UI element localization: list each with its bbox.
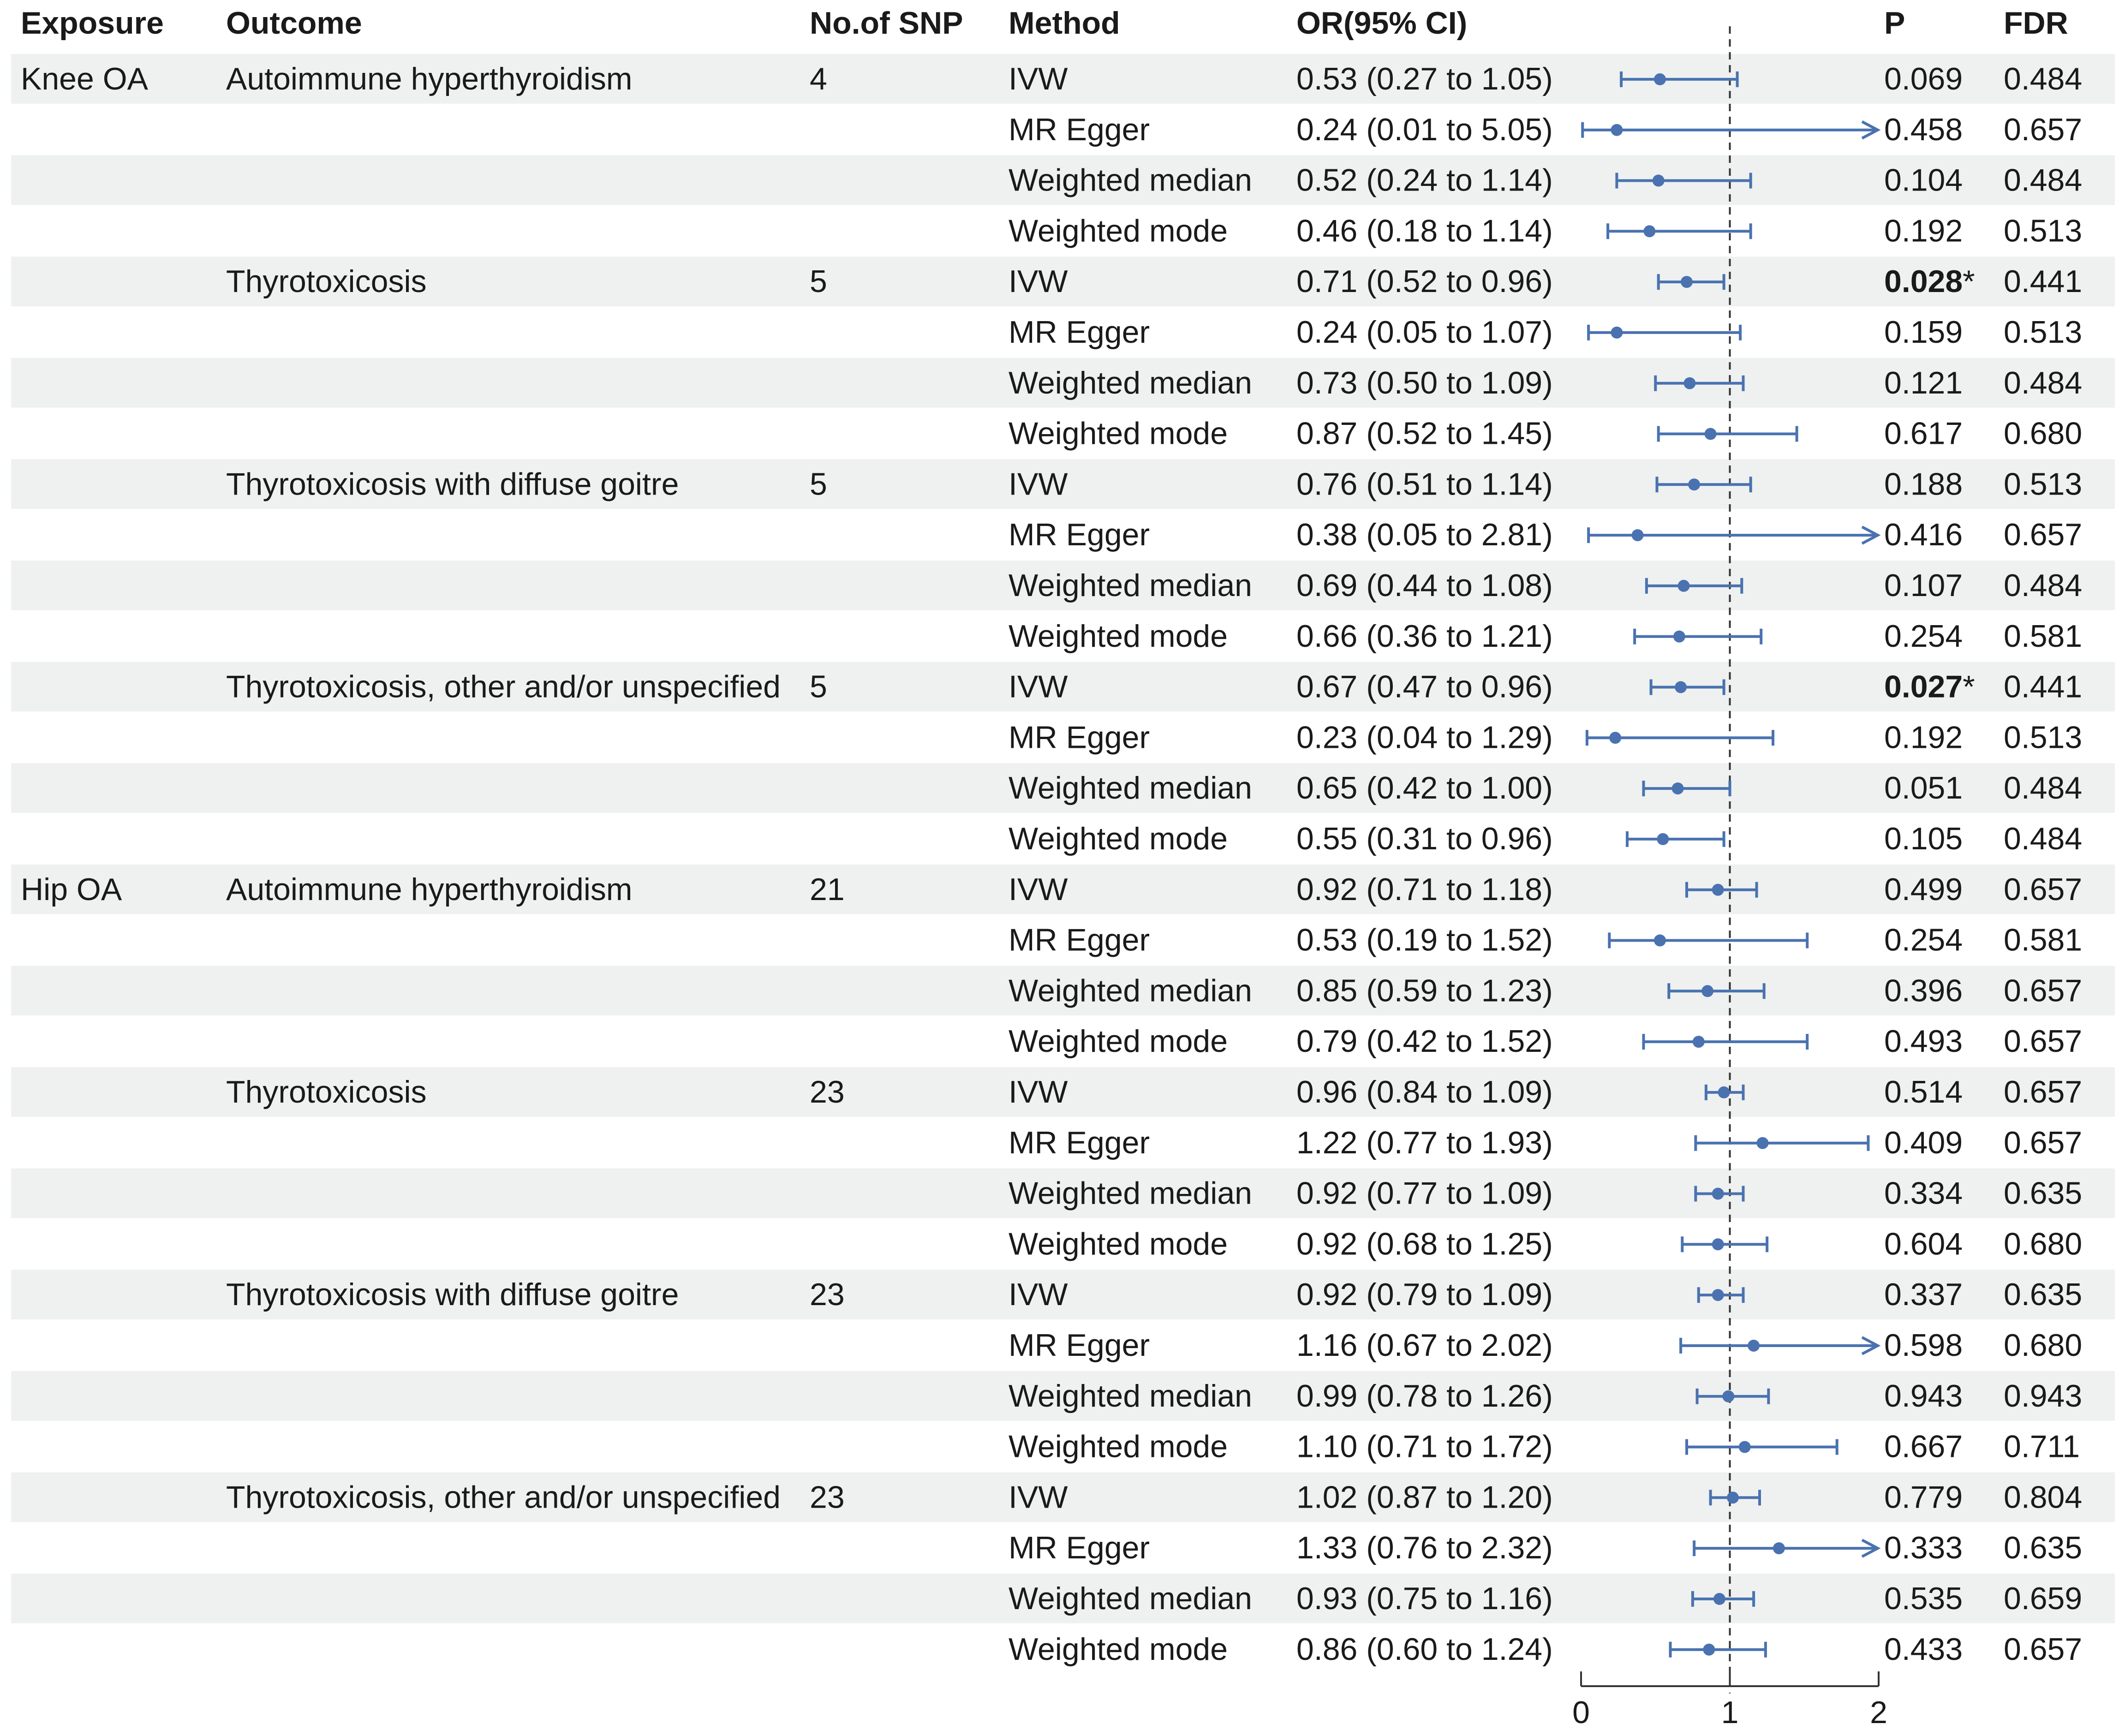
cell-method: MR Egger: [1009, 1530, 1150, 1566]
ci-mark: [1588, 325, 1740, 340]
ci-mark: [1587, 730, 1773, 746]
cell-fdr: 0.657: [2004, 1631, 2083, 1667]
cell-fdr: 0.680: [2004, 1328, 2083, 1363]
cell-p: [1884, 466, 1963, 501]
cell-or-ci: 0.23 (0.04 to 1.29): [1296, 720, 1553, 755]
cell-fdr: 0.657: [2004, 1024, 2083, 1059]
table-row: [1009, 1581, 2082, 1616]
p-value: 0.617: [1884, 416, 1963, 451]
cell-method: MR Egger: [1009, 922, 1150, 958]
cell-or-ci: 0.71 (0.52 to 0.96): [1296, 264, 1553, 299]
cell-p: [1884, 365, 1963, 400]
header-exposure: Exposure: [21, 6, 164, 41]
cell-p: [1884, 1479, 1963, 1515]
cell-nsnp: 21: [810, 871, 845, 907]
cell-p: [1884, 872, 1963, 907]
cell-p: [1884, 720, 1963, 755]
ci-mark: [1681, 1337, 1878, 1354]
ci-mark: [1635, 629, 1761, 644]
cell-p: [1884, 619, 1963, 654]
p-value: 0.499: [1884, 871, 1963, 907]
cell-or-ci: 0.86 (0.60 to 1.24): [1296, 1631, 1553, 1667]
ci-mark: [1671, 1642, 1766, 1658]
cell-method: Weighted median: [1009, 162, 1252, 198]
cell-or-ci: 0.24 (0.01 to 5.05): [1296, 112, 1553, 147]
cell-method: IVW: [1009, 871, 1068, 907]
cell-or-ci: 0.92 (0.71 to 1.18): [1296, 871, 1553, 907]
point-estimate: [1712, 1289, 1724, 1301]
cell-p: [1884, 923, 1963, 958]
cell-p: [1884, 1176, 1963, 1211]
table-row: [1009, 568, 2082, 603]
cell-method: IVW: [1009, 669, 1068, 704]
cell-outcome: Thyrotoxicosis with diffuse goitre: [226, 1277, 679, 1312]
header-fdr: FDR: [2004, 6, 2068, 41]
p-value: 0.027: [1884, 669, 1963, 704]
header-outcome: Outcome: [226, 6, 362, 41]
p-value: 0.069: [1884, 61, 1963, 96]
cell-fdr: 0.635: [2004, 1277, 2083, 1312]
cell-outcome: Autoimmune hyperthyroidism: [226, 871, 633, 907]
point-estimate: [1654, 73, 1666, 85]
cell-or-ci: 0.96 (0.84 to 1.09): [1296, 1074, 1553, 1110]
cell-or-ci: 1.16 (0.67 to 2.02): [1296, 1328, 1553, 1363]
cell-fdr: 0.441: [2004, 264, 2083, 299]
cell-or-ci: 0.69 (0.44 to 1.08): [1296, 568, 1553, 603]
table-row: [1009, 720, 2082, 755]
cell-or-ci: 0.52 (0.24 to 1.14): [1296, 162, 1553, 198]
cell-or-ci: 0.87 (0.52 to 1.45): [1296, 416, 1553, 451]
ci-mark: [1682, 1236, 1767, 1252]
cell-p: [1884, 315, 1963, 350]
p-value: 0.337: [1884, 1277, 1963, 1312]
cell-method: MR Egger: [1009, 720, 1150, 755]
cell-or-ci: 0.38 (0.05 to 2.81): [1296, 517, 1553, 553]
table-row: [1009, 315, 2082, 350]
p-value: 0.192: [1884, 213, 1963, 249]
cell-outcome: Thyrotoxicosis with diffuse goitre: [226, 466, 679, 502]
table-row: [1009, 1176, 2082, 1211]
cell-method: IVW: [1009, 466, 1068, 502]
cell-p: [1884, 517, 1963, 552]
p-value: 0.254: [1884, 922, 1963, 958]
cell-or-ci: 0.66 (0.36 to 1.21): [1296, 618, 1553, 654]
cell-p: [1884, 1429, 1963, 1464]
ci-mark: [1687, 1439, 1837, 1455]
ci-mark: [1694, 1540, 1878, 1557]
table-row: [1009, 770, 2082, 805]
cell-fdr: 0.804: [2004, 1479, 2083, 1515]
cell-method: MR Egger: [1009, 517, 1150, 553]
p-value: 0.493: [1884, 1024, 1963, 1059]
cell-method: Weighted median: [1009, 1378, 1252, 1414]
table-row: [1009, 1226, 2082, 1261]
table-row: [1009, 213, 2082, 248]
ci-mark: [1627, 831, 1724, 847]
p-value: 0.105: [1884, 821, 1963, 856]
cell-fdr: 0.513: [2004, 720, 2083, 755]
cell-method: MR Egger: [1009, 315, 1150, 350]
cell-method: Weighted mode: [1009, 416, 1228, 451]
p-value: 0.514: [1884, 1074, 1963, 1110]
cell-p: [1884, 1074, 1963, 1110]
cell-fdr: 0.659: [2004, 1581, 2083, 1616]
cell-fdr: 0.513: [2004, 466, 2083, 502]
cell-nsnp: 5: [810, 669, 827, 704]
table-row: [1009, 517, 2082, 552]
cell-method: Weighted median: [1009, 568, 1252, 603]
table-row: [1009, 1024, 2082, 1059]
cell-or-ci: 1.33 (0.76 to 2.32): [1296, 1530, 1553, 1566]
header-method: Method: [1009, 6, 1120, 41]
cell-nsnp: 5: [810, 466, 827, 502]
p-value: 0.396: [1884, 973, 1963, 1008]
cell-p: [1884, 1581, 1963, 1616]
point-estimate: [1632, 529, 1644, 541]
table-row: [1009, 1328, 2082, 1363]
p-value: 0.433: [1884, 1631, 1963, 1667]
cell-fdr: 0.657: [2004, 112, 2083, 147]
point-estimate: [1703, 1644, 1715, 1656]
cell-method: IVW: [1009, 1277, 1068, 1312]
point-estimate: [1712, 1188, 1724, 1200]
cell-p: [1884, 1277, 1963, 1312]
cell-fdr: 0.635: [2004, 1530, 2083, 1566]
cell-method: Weighted median: [1009, 1175, 1252, 1211]
p-value: 0.598: [1884, 1328, 1963, 1363]
point-estimate: [1739, 1441, 1751, 1453]
cell-nsnp: 4: [810, 61, 827, 96]
cell-or-ci: 0.76 (0.51 to 1.14): [1296, 466, 1553, 502]
cell-p: [1884, 1328, 1963, 1363]
cell-method: Weighted median: [1009, 365, 1252, 400]
p-value: 0.416: [1884, 517, 1963, 553]
point-estimate: [1653, 175, 1665, 187]
cell-fdr: 0.657: [2004, 871, 2083, 907]
table-row: [1009, 1632, 2082, 1667]
cell-fdr: 0.513: [2004, 213, 2083, 249]
header-p: P: [1884, 6, 1905, 41]
cell-method: Weighted mode: [1009, 1024, 1228, 1059]
cell-fdr: 0.484: [2004, 365, 2083, 400]
cell-fdr: 0.657: [2004, 1074, 2083, 1110]
cell-method: Weighted median: [1009, 770, 1252, 806]
p-value: 0.188: [1884, 466, 1963, 502]
cell-p: [1884, 213, 1963, 248]
table-row: [1009, 163, 2082, 198]
p-value: 0.107: [1884, 568, 1963, 603]
cell-fdr: 0.657: [2004, 517, 2083, 553]
p-value: 0.943: [1884, 1378, 1963, 1414]
cell-fdr: 0.581: [2004, 618, 2083, 654]
cell-or-ci: 0.92 (0.68 to 1.25): [1296, 1226, 1553, 1262]
cell-or-ci: 1.10 (0.71 to 1.72): [1296, 1429, 1553, 1464]
p-value: 0.254: [1884, 618, 1963, 654]
cell-fdr: 0.484: [2004, 821, 2083, 856]
cell-outcome: Autoimmune hyperthyroidism: [226, 61, 633, 96]
cell-or-ci: 0.46 (0.18 to 1.14): [1296, 213, 1553, 249]
p-value: 0.667: [1884, 1429, 1963, 1464]
cell-fdr: 0.581: [2004, 922, 2083, 958]
p-value: 0.409: [1884, 1125, 1963, 1160]
cell-method: Weighted mode: [1009, 821, 1228, 856]
cell-method: Weighted mode: [1009, 1429, 1228, 1464]
cell-p: [1884, 1378, 1963, 1414]
p-value: 0.334: [1884, 1175, 1963, 1211]
cell-outcome: Thyrotoxicosis, other and/or unspecified: [226, 669, 781, 704]
cell-fdr: 0.484: [2004, 770, 2083, 806]
cell-p: [1884, 1226, 1963, 1261]
point-estimate: [1654, 935, 1666, 947]
cell-or-ci: 0.79 (0.42 to 1.52): [1296, 1024, 1553, 1059]
point-estimate: [1673, 631, 1685, 643]
cell-outcome: Thyrotoxicosis, other and/or unspecified: [226, 1479, 781, 1515]
point-estimate: [1611, 124, 1623, 136]
cell-exposure: Knee OA: [21, 61, 148, 96]
cell-fdr: 0.711: [2004, 1429, 2080, 1464]
table-row: [1009, 821, 2082, 856]
cell-method: IVW: [1009, 1479, 1068, 1515]
table-header: [21, 6, 2068, 41]
point-estimate: [1712, 884, 1724, 896]
point-estimate: [1675, 681, 1687, 693]
point-estimate: [1701, 985, 1713, 997]
cell-p: [1884, 1125, 1963, 1160]
cell-or-ci: 0.53 (0.27 to 1.05): [1296, 61, 1553, 96]
cell-fdr: 0.484: [2004, 162, 2083, 198]
point-estimate: [1748, 1340, 1760, 1352]
point-estimate: [1657, 833, 1669, 845]
point-estimate: [1609, 732, 1621, 744]
point-estimate: [1693, 1036, 1705, 1048]
cell-nsnp: 23: [810, 1479, 845, 1515]
cell-fdr: 0.484: [2004, 61, 2083, 96]
point-estimate: [1756, 1137, 1768, 1149]
p-value: 0.121: [1884, 365, 1963, 400]
cell-fdr: 0.943: [2004, 1378, 2083, 1414]
cell-or-ci: 0.67 (0.47 to 0.96): [1296, 669, 1553, 704]
cell-p: [1884, 1024, 1963, 1059]
table-row: [1009, 619, 2082, 654]
cell-p: [1884, 669, 1975, 704]
cell-method: Weighted median: [1009, 973, 1252, 1008]
cell-method: Weighted median: [1009, 1581, 1252, 1616]
cell-or-ci: 1.22 (0.77 to 1.93): [1296, 1125, 1553, 1160]
point-estimate: [1713, 1593, 1725, 1605]
cell-or-ci: 0.92 (0.79 to 1.09): [1296, 1277, 1553, 1312]
table-row: [1009, 365, 2082, 400]
cell-or-ci: 1.02 (0.87 to 1.20): [1296, 1479, 1553, 1515]
ci-mark: [1643, 1034, 1807, 1050]
cell-fdr: 0.680: [2004, 1226, 2083, 1262]
cell-p: [1884, 112, 1963, 147]
table-row: [1009, 1378, 2082, 1414]
cell-fdr: 0.484: [2004, 568, 2083, 603]
point-estimate: [1727, 1491, 1739, 1503]
cell-fdr: 0.680: [2004, 416, 2083, 451]
cell-or-ci: 0.92 (0.77 to 1.09): [1296, 1175, 1553, 1211]
cell-method: IVW: [1009, 1074, 1068, 1110]
point-estimate: [1681, 276, 1693, 288]
x-tick-label: 2: [1870, 1695, 1887, 1730]
cell-or-ci: 0.99 (0.78 to 1.26): [1296, 1378, 1553, 1414]
cell-fdr: 0.635: [2004, 1175, 2083, 1211]
ci-mark: [1609, 933, 1807, 949]
cell-or-ci: 0.93 (0.75 to 1.16): [1296, 1581, 1553, 1616]
cell-or-ci: 0.85 (0.59 to 1.23): [1296, 973, 1553, 1008]
cell-method: Weighted mode: [1009, 213, 1228, 249]
cell-method: Weighted mode: [1009, 618, 1228, 654]
p-value: 0.779: [1884, 1479, 1963, 1515]
cell-p: [1884, 973, 1963, 1008]
cell-or-ci: 0.73 (0.50 to 1.09): [1296, 365, 1553, 400]
cell-p: [1884, 61, 1963, 96]
point-estimate: [1722, 1390, 1734, 1402]
table-row: [1009, 416, 2082, 451]
point-estimate: [1611, 327, 1623, 339]
p-value: 0.604: [1884, 1226, 1963, 1262]
table-row: [1009, 112, 2082, 147]
cell-nsnp: 23: [810, 1277, 845, 1312]
point-estimate: [1678, 580, 1690, 592]
cell-p: [1884, 770, 1963, 805]
point-estimate: [1643, 225, 1655, 237]
table-row: [1009, 923, 2082, 958]
cell-method: MR Egger: [1009, 1328, 1150, 1363]
header-or: OR(95% CI): [1296, 6, 1468, 41]
cell-or-ci: 0.55 (0.31 to 0.96): [1296, 821, 1553, 856]
cell-or-ci: 0.65 (0.42 to 1.00): [1296, 770, 1553, 806]
point-estimate: [1712, 1238, 1724, 1250]
significance-star: *: [1963, 669, 1975, 704]
significance-star: *: [1963, 264, 1975, 299]
x-tick-label: 1: [1721, 1695, 1739, 1730]
point-estimate: [1718, 1086, 1730, 1098]
p-value: 0.159: [1884, 315, 1963, 350]
ci-mark: [1695, 1135, 1868, 1151]
cell-outcome: Thyrotoxicosis: [226, 1074, 427, 1110]
cell-p: [1884, 416, 1963, 451]
cell-p: [1884, 1632, 1963, 1667]
cell-method: IVW: [1009, 61, 1068, 96]
cell-p: [1884, 163, 1963, 198]
x-tick-label: 0: [1572, 1695, 1590, 1730]
cell-fdr: 0.441: [2004, 669, 2083, 704]
cell-nsnp: 23: [810, 1074, 845, 1110]
cell-exposure: Hip OA: [21, 871, 122, 907]
cell-fdr: 0.657: [2004, 1125, 2083, 1160]
ci-mark: [1659, 426, 1797, 442]
header-nsnp: No.of SNP: [810, 6, 963, 41]
table-row: [1009, 1125, 2082, 1160]
p-value: 0.458: [1884, 112, 1963, 147]
cell-p: [1884, 264, 1975, 299]
table-row: [1009, 1429, 2080, 1464]
cell-or-ci: 0.24 (0.05 to 1.07): [1296, 315, 1553, 350]
point-estimate: [1688, 478, 1700, 490]
table-row: [1009, 1530, 2082, 1565]
cell-method: MR Egger: [1009, 112, 1150, 147]
p-value: 0.535: [1884, 1581, 1963, 1616]
ci-mark: [1588, 527, 1878, 543]
cell-method: Weighted mode: [1009, 1631, 1228, 1667]
p-value: 0.333: [1884, 1530, 1963, 1566]
cell-method: IVW: [1009, 264, 1068, 299]
cell-fdr: 0.657: [2004, 973, 2083, 1008]
cell-p: [1884, 821, 1963, 856]
p-value: 0.028: [1884, 264, 1963, 299]
point-estimate: [1773, 1542, 1785, 1554]
cell-p: [1884, 1530, 1963, 1565]
cell-nsnp: 5: [810, 264, 827, 299]
p-value: 0.192: [1884, 720, 1963, 755]
point-estimate: [1672, 782, 1684, 794]
point-estimate: [1705, 428, 1717, 440]
cell-method: MR Egger: [1009, 1125, 1150, 1160]
p-value: 0.051: [1884, 770, 1963, 806]
cell-p: [1884, 568, 1963, 603]
point-estimate: [1683, 377, 1695, 389]
cell-fdr: 0.513: [2004, 315, 2083, 350]
p-value: 0.104: [1884, 162, 1963, 198]
cell-outcome: Thyrotoxicosis: [226, 264, 427, 299]
cell-method: Weighted mode: [1009, 1226, 1228, 1262]
cell-or-ci: 0.53 (0.19 to 1.52): [1296, 922, 1553, 958]
table-row: [1009, 973, 2082, 1008]
